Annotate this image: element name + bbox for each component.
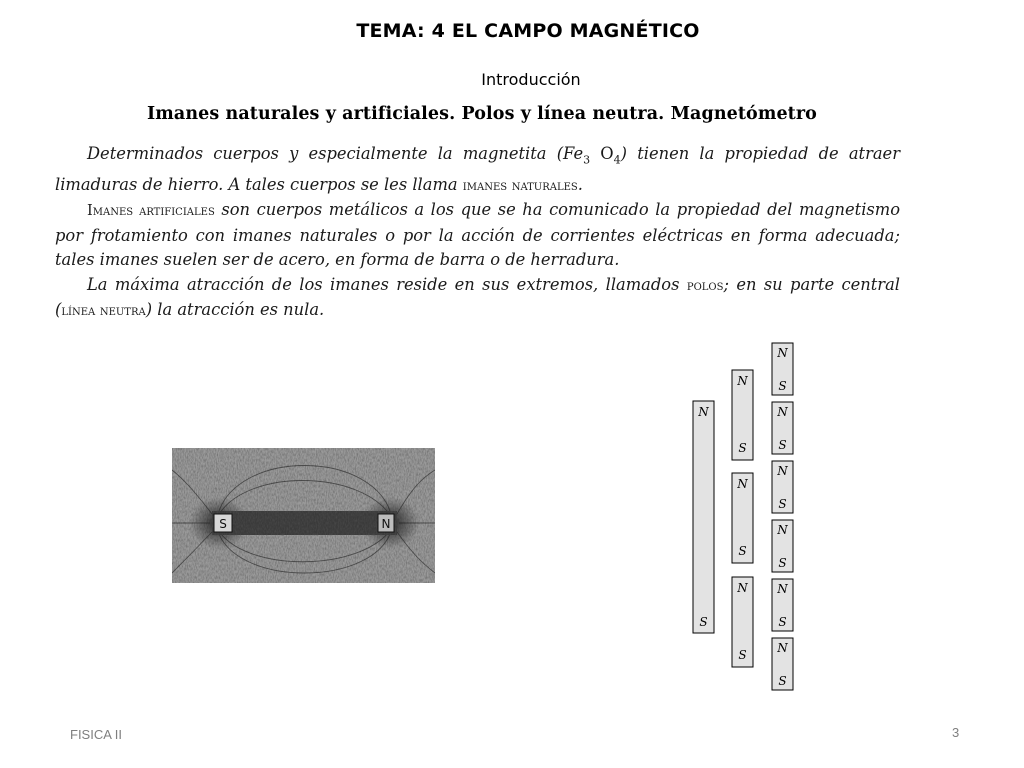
pole-n-label: N xyxy=(777,346,788,360)
slide-number: 3 xyxy=(952,725,960,740)
pole-s-label: S xyxy=(778,556,787,570)
paragraph-poles xyxy=(55,273,900,324)
p1-text-a: Determinados cuerpos y especialmente la magnetita (Fe xyxy=(87,144,584,163)
magnet-bar-full xyxy=(693,401,714,633)
paragraph-artificial-magnets xyxy=(55,198,900,273)
p3-text-c: ) la atracción es nula. xyxy=(145,300,325,320)
scan-heading: Imanes naturales y artificiales. Polos y línea neutra. Magnetómetro xyxy=(147,104,817,124)
pole-n-label: N xyxy=(777,405,788,419)
pole-s-label: S xyxy=(738,544,747,558)
magnet-division-diagram xyxy=(690,340,800,700)
magnet-bars-svg xyxy=(690,340,800,700)
pole-n-label: N xyxy=(777,582,788,596)
filings-pole-s: S xyxy=(219,517,227,531)
pole-n-label: N xyxy=(737,477,748,491)
pole-s-label: S xyxy=(778,438,787,452)
filings-pole-n: N xyxy=(381,517,391,531)
p1-text-c: ) tienen la propiedad de atraer limaduras de hierro. A tales cuerpos se les llama xyxy=(55,144,900,194)
pole-n-label: N xyxy=(777,523,788,537)
p1-text-d: . xyxy=(577,174,583,194)
pole-s-label: S xyxy=(778,674,787,688)
p1-sub-3: 3 xyxy=(583,153,591,167)
term-natural-magnets: imanes naturales xyxy=(462,177,578,194)
p3-text-b: ; en su parte central ( xyxy=(55,274,900,320)
p1-sub-4: 4 xyxy=(613,153,621,167)
pole-n-label: N xyxy=(777,641,788,655)
footer-course-name: FISICA II xyxy=(70,727,123,742)
slide-subtitle: Introducción xyxy=(481,70,581,89)
pole-s-label: S xyxy=(699,615,708,629)
p1-text-b: O xyxy=(590,144,614,163)
iron-filings-image xyxy=(172,448,435,583)
term-artificial-magnets: Imanes artificiales xyxy=(87,203,215,220)
p3-text-a: La máxima atracción de los imanes reside en sus extremos, llamados xyxy=(87,274,687,294)
pole-s-label: S xyxy=(778,615,787,629)
term-poles: polos xyxy=(686,277,724,294)
pole-n-label: N xyxy=(777,464,788,478)
iron-filings-photo xyxy=(172,448,435,583)
pole-s-label: S xyxy=(738,648,747,662)
scanned-text-block xyxy=(55,104,900,324)
paragraph-natural-magnets xyxy=(55,142,900,198)
slide-title: TEMA: 4 EL CAMPO MAGNÉTICO xyxy=(356,20,700,42)
p2-text: son cuerpos metálicos a los que se ha comunicado la propiedad del magnetismo por frotamiento con imanes naturales o por la acción de corrientes eléctricas en forma adecuada; tales imanes suelen ser de acero, en forma de barra o de herradura. xyxy=(55,200,900,270)
pole-n-label: N xyxy=(737,374,748,388)
pole-n-label: N xyxy=(737,581,748,595)
term-neutral-line: línea neutra xyxy=(61,303,146,320)
pole-s-label: S xyxy=(738,441,747,455)
pole-s-label: S xyxy=(778,379,787,393)
pole-n-label: N xyxy=(698,405,709,419)
pole-s-label: S xyxy=(778,497,787,511)
